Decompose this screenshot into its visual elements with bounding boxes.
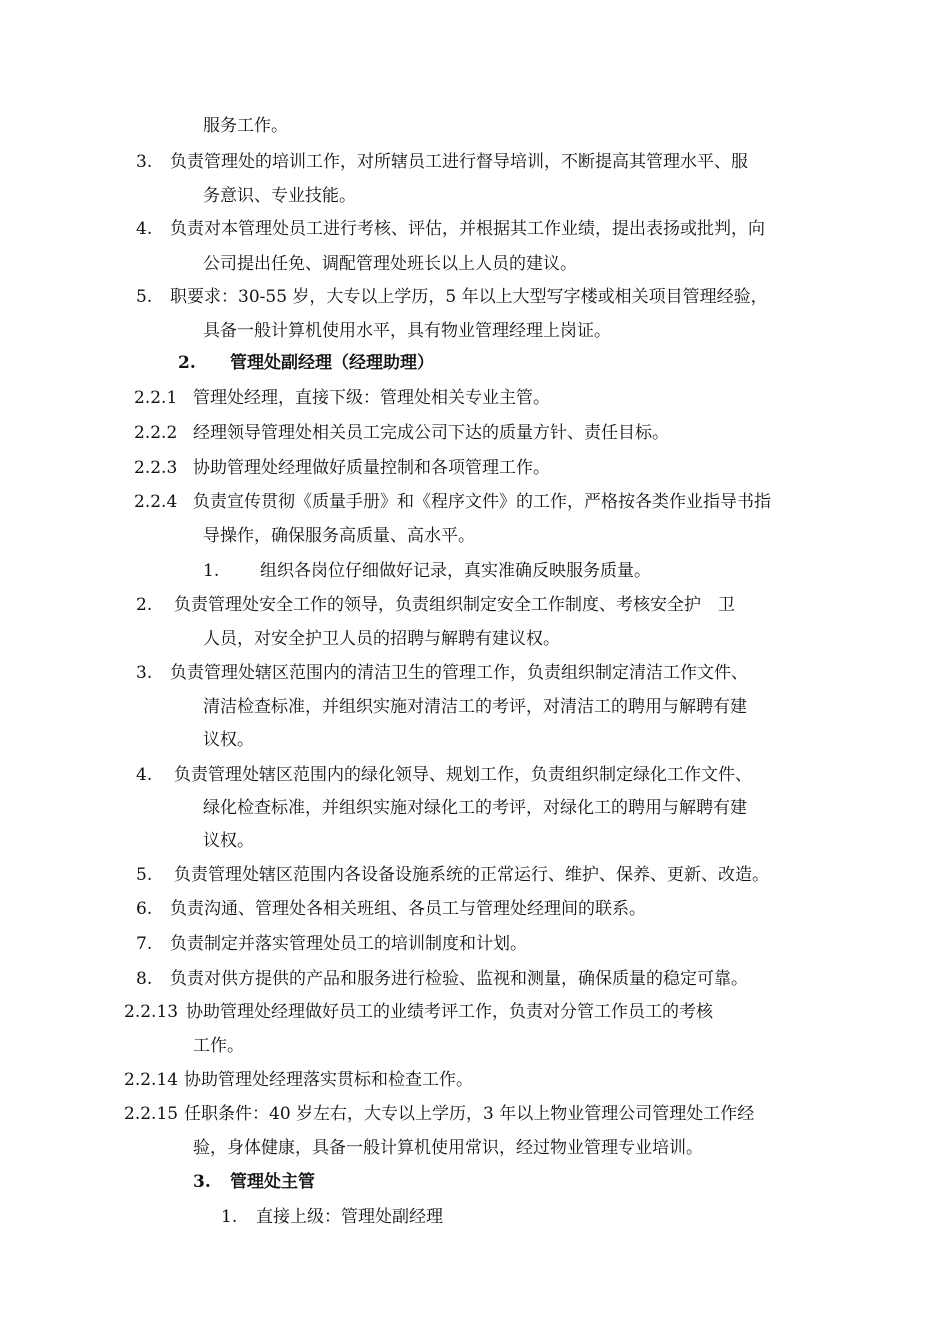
paragraph-line: 议权。 xyxy=(203,730,254,750)
paragraph-line: 清洁检查标准，并组织实施对清洁工的考评，对清洁工的聘用与解聘有建 xyxy=(203,697,747,717)
paragraph-line: 组织各岗位仔细做好记录，真实准确反映服务质量。 xyxy=(260,561,651,581)
paragraph-line: 务意识、专业技能。 xyxy=(203,186,356,206)
paragraph-line: 管理处经理，直接下级：管理处相关专业主管。 xyxy=(193,388,550,408)
list-number: 4. xyxy=(136,219,153,239)
paragraph-line: 验，身体健康，具备一般计算机使用常识，经过物业管理专业培训。 xyxy=(193,1138,703,1158)
paragraph-line: 负责管理处安全工作的领导，负责组织制定安全工作制度、考核安全护 卫 xyxy=(174,595,735,615)
paragraph-line: 负责管理处辖区范围内的清洁卫生的管理工作，负责组织制定清洁工作文件、 xyxy=(170,663,748,683)
paragraph-line: 议权。 xyxy=(203,831,254,851)
list-number: 8. xyxy=(136,969,153,989)
clause-number: 2.2.3 xyxy=(134,458,178,478)
paragraph-line: 协助管理处经理落实贯标和检查工作。 xyxy=(184,1070,473,1090)
list-number: 3. xyxy=(136,663,153,683)
paragraph-line: 负责宣传贯彻《质量手册》和《程序文件》的工作，严格按各类作业指导书指 xyxy=(193,492,771,512)
paragraph-line: 绿化检查标准，并组织实施对绿化工的考评，对绿化工的聘用与解聘有建 xyxy=(203,798,747,818)
paragraph-line: 人员，对安全护卫人员的招聘与解聘有建议权。 xyxy=(203,629,560,649)
paragraph-line: 负责沟通、管理处各相关班组、各员工与管理处经理间的联系。 xyxy=(170,899,646,919)
clause-number: 2.2.13 xyxy=(124,1002,179,1022)
list-number: 5. xyxy=(136,287,153,307)
list-number: 2. xyxy=(136,595,153,615)
clause-number: 2.2.4 xyxy=(134,492,178,512)
clause-number: 2.2.1 xyxy=(134,388,178,408)
paragraph-line: 经理领导管理处相关员工完成公司下达的质量方针、责任目标。 xyxy=(193,423,669,443)
paragraph-line: 负责对本管理处员工进行考核、评估，并根据其工作业绩，提出表扬或批判，向 xyxy=(170,219,765,239)
list-number: 6. xyxy=(136,899,153,919)
section-heading: 管理处主管 xyxy=(230,1172,315,1192)
paragraph-line: 负责管理处辖区范围内的绿化领导、规划工作，负责组织制定绿化工作文件、 xyxy=(174,765,752,785)
paragraph-line: 具备一般计算机使用水平，具有物业管理经理上岗证。 xyxy=(203,321,611,341)
list-number: 4. xyxy=(136,765,153,785)
paragraph-line: 任职条件：40 岁左右，大专以上学历，3 年以上物业管理公司管理处工作经 xyxy=(184,1104,755,1124)
section-heading: 管理处副经理（经理助理） xyxy=(230,353,434,373)
paragraph-line: 协助管理处经理做好质量控制和各项管理工作。 xyxy=(193,458,550,478)
paragraph-line: 协助管理处经理做好员工的业绩考评工作，负责对分管工作员工的考核 xyxy=(186,1002,713,1022)
clause-number: 2.2.2 xyxy=(134,423,178,443)
paragraph-line: 公司提出任免、调配管理处班长以上人员的建议。 xyxy=(203,254,577,274)
clause-number: 2.2.15 xyxy=(124,1104,179,1124)
list-number: 7. xyxy=(136,934,153,954)
paragraph-line: 服务工作。 xyxy=(203,116,288,136)
list-number: 1. xyxy=(221,1207,238,1227)
paragraph-line: 负责制定并落实管理处员工的培训制度和计划。 xyxy=(170,934,527,954)
clause-number: 2.2.14 xyxy=(124,1070,179,1090)
paragraph-line: 直接上级：管理处副经理 xyxy=(256,1207,443,1227)
list-number: 1. xyxy=(203,561,220,581)
list-number: 5. xyxy=(136,865,153,885)
paragraph-line: 导操作，确保服务高质量、高水平。 xyxy=(203,526,475,546)
paragraph-line: 负责管理处的培训工作，对所辖员工进行督导培训，不断提高其管理水平、服 xyxy=(170,152,748,172)
section-number: 2. xyxy=(178,353,196,373)
list-number: 3. xyxy=(136,152,153,172)
section-number: 3. xyxy=(193,1172,211,1192)
paragraph-line: 工作。 xyxy=(193,1036,244,1056)
paragraph-line: 负责管理处辖区范围内各设备设施系统的正常运行、维护、保养、更新、改造。 xyxy=(174,865,769,885)
paragraph-line: 职要求：30-55 岁，大专以上学历，5 年以上大型写字楼或相关项目管理经验， xyxy=(170,287,768,307)
paragraph-line: 负责对供方提供的产品和服务进行检验、监视和测量，确保质量的稳定可靠。 xyxy=(170,969,748,989)
